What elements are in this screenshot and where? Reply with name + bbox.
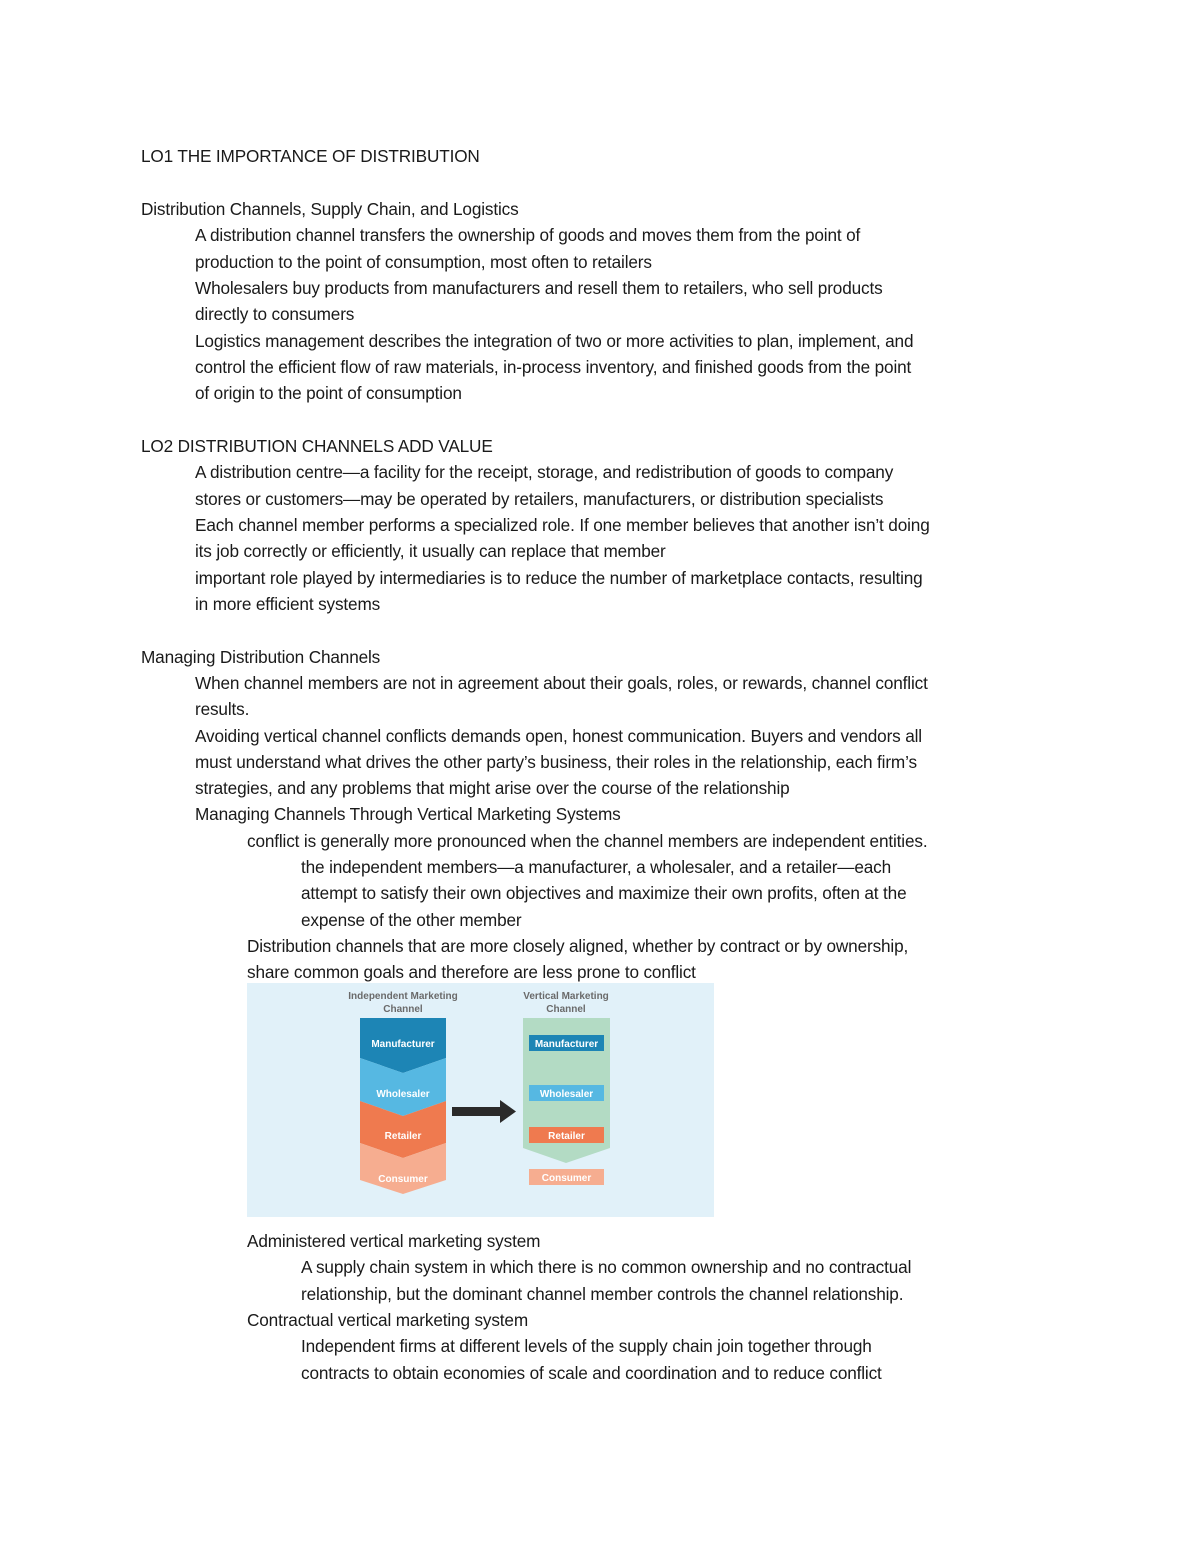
text-line: contracts to obtain economies of scale and coordination and to reduce conflict	[301, 1363, 882, 1383]
text-line: must understand what drives the other party’s business, their roles in the relationship, each firm’s	[195, 752, 917, 772]
subheading-administered-vms: Administered vertical marketing system	[247, 1231, 541, 1251]
text-line: directly to consumers	[195, 304, 355, 324]
vertical-channel-title-2: Channel	[546, 1004, 586, 1015]
text-line: Logistics management describes the integration of two or more activities to plan, implement, and	[195, 331, 914, 351]
vertical-consumer-label: Consumer	[541, 1173, 592, 1184]
independent-retailer-label: Retailer	[384, 1131, 422, 1142]
independent-wholesaler-label: Wholesaler	[376, 1089, 430, 1100]
text-line: share common goals and therefore are less prone to conflict	[247, 962, 696, 982]
text-line: attempt to satisfy their own objectives and maximize their own profits, often at the	[301, 883, 907, 903]
text-line: control the efficient flow of raw materials, in-process inventory, and finished goods from the point	[195, 357, 912, 377]
independent-consumer-label: Consumer	[378, 1174, 428, 1185]
text-line: its job correctly or efficiently, it usually can replace that member	[195, 541, 666, 561]
text-line: Avoiding vertical channel conflicts demands open, honest communication. Buyers and vendors all	[195, 726, 922, 746]
diagram-background	[247, 983, 714, 1217]
text-line: A distribution channel transfers the ownership of goods and moves them from the point of	[195, 225, 861, 245]
text-line: A supply chain system in which there is no common ownership and no contractual	[301, 1257, 912, 1277]
text-line: expense of the other member	[301, 910, 522, 930]
text-line: When channel members are not in agreement about their goals, roles, or rewards, channel conflict	[195, 673, 928, 693]
vertical-channel-title: Vertical Marketing	[523, 991, 609, 1002]
section-heading-lo1: LO1 THE IMPORTANCE OF DISTRIBUTION	[141, 146, 480, 166]
text-line: A distribution centre—a facility for the receipt, storage, and redistribution of goods to company	[195, 462, 894, 482]
independent-manufacturer-label: Manufacturer	[371, 1039, 435, 1050]
vertical-wholesaler-label: Wholesaler	[539, 1089, 594, 1100]
text-line: strategies, and any problems that might arise over the course of the relationship	[195, 778, 790, 798]
text-line: stores or customers—may be operated by retailers, manufacturers, or distribution specialists	[195, 489, 884, 509]
vertical-retailer-label: Retailer	[548, 1131, 585, 1142]
marketing-channel-diagram	[247, 983, 714, 1217]
text-line: production to the point of consumption, most often to retailers	[195, 252, 652, 272]
independent-channel-title: Independent Marketing	[348, 991, 458, 1002]
text-line: Each channel member performs a specialized role. If one member believes that another isn’t doing	[195, 515, 930, 535]
text-line: in more efficient systems	[195, 594, 381, 614]
text-line: relationship, but the dominant channel member controls the channel relationship.	[301, 1284, 904, 1304]
independent-channel-title-2: Channel	[383, 1004, 423, 1015]
text-line: important role played by intermediaries is to reduce the number of marketplace contacts, resulting	[195, 568, 923, 588]
subheading-distribution-channels: Distribution Channels, Supply Chain, and Logistics	[141, 199, 519, 219]
subheading-vertical-marketing: Managing Channels Through Vertical Marketing Systems	[195, 804, 621, 824]
text-line: results.	[195, 699, 250, 719]
text-line: conflict is generally more pronounced when the channel members are independent entities.	[247, 831, 928, 851]
text-line: the independent members—a manufacturer, a wholesaler, and a retailer—each	[301, 857, 892, 877]
subheading-managing-channels: Managing Distribution Channels	[141, 647, 381, 667]
subheading-contractual-vms: Contractual vertical marketing system	[247, 1310, 529, 1330]
text-line: Distribution channels that are more closely aligned, whether by contract or by ownership,	[247, 936, 909, 956]
vertical-manufacturer-label: Manufacturer	[534, 1039, 599, 1050]
text-line: of origin to the point of consumption	[195, 383, 462, 403]
text-line: Independent firms at different levels of the supply chain join together through	[301, 1336, 872, 1356]
section-heading-lo2: LO2 DISTRIBUTION CHANNELS ADD VALUE	[141, 436, 493, 456]
text-line: Wholesalers buy products from manufacturers and resell them to retailers, who sell products	[195, 278, 883, 298]
